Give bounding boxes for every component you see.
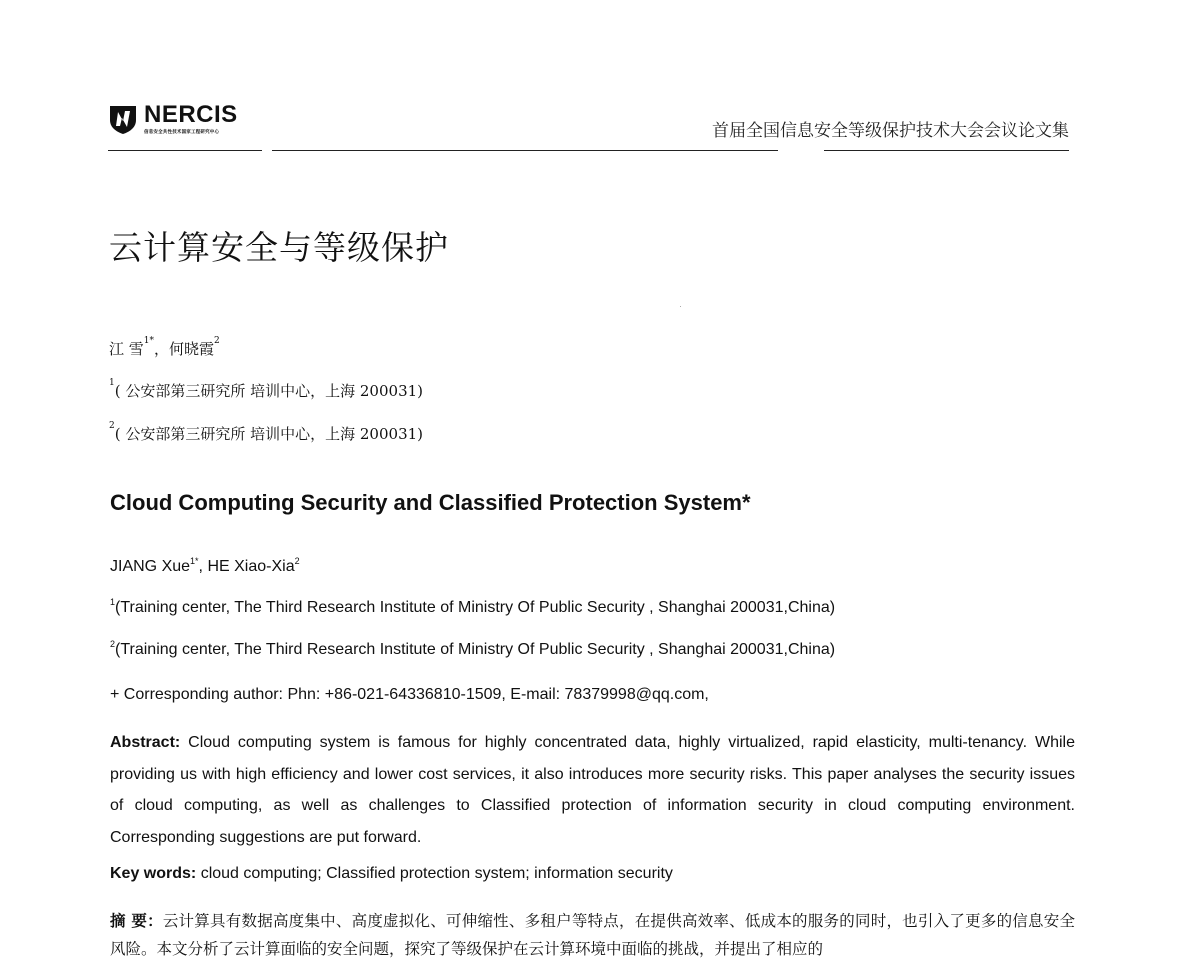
header-rule	[108, 150, 1069, 151]
english-title: Cloud Computing Security and Classified Protection System*	[110, 490, 751, 515]
english-affiliation-1	[110, 599, 835, 617]
affiliation-text: (Training center, The Third Research Institute of Ministry Of Public Security , Shanghai 200031,China)	[115, 641, 836, 658]
author-name: HE Xiao-Xia	[207, 558, 295, 575]
author-name: 何晓霞	[169, 340, 215, 358]
logo-name: NERCIS	[144, 101, 238, 128]
rule-gap	[778, 149, 824, 152]
author-name: 江 雪	[109, 340, 144, 358]
speck	[680, 306, 681, 307]
chinese-abstract-text: 云计算具有数据高度集中、高度虚拟化、可伸缩性、多租户等特点，在提供高效率、低成本的服务的同时，也引入了更多的信息安全风险。本文分析了云计算面临的安全问题，探究了等级保护在云计算环境中面临的挑战，并提出了相应的	[110, 912, 1075, 958]
author-sup: 1*	[190, 556, 199, 566]
nercis-logo	[108, 103, 238, 136]
abstract-label: Abstract:	[110, 734, 181, 751]
chinese-abstract	[110, 907, 1075, 963]
chinese-affiliation-2	[109, 423, 423, 444]
keywords	[110, 865, 673, 883]
author-name: JIANG Xue	[110, 558, 191, 575]
running-title: 首届全国信息安全等级保护技术大会会议论文集	[712, 121, 1069, 141]
keywords-label: Key words:	[110, 865, 197, 882]
affiliation-sup: 2	[110, 639, 116, 649]
author-sup: 2	[294, 556, 300, 566]
english-abstract	[110, 727, 1075, 853]
chinese-title: 云计算安全与等级保护	[109, 228, 449, 267]
corresponding-author: + Corresponding author: Phn: +86-021-64336810-1509, E-mail: 78379998@qq.com,	[110, 686, 709, 703]
author-sup: 2	[214, 336, 220, 346]
english-authors	[110, 558, 300, 576]
rule-gap	[262, 149, 272, 152]
affiliation-text: (Training center, The Third Research Institute of Ministry Of Public Security , Shanghai 200031,China)	[115, 599, 836, 616]
author-sup: 1*	[143, 336, 155, 346]
affiliation-text: ( 公安部第三研究所 培训中心，上海 200031)	[114, 425, 424, 443]
english-affiliation-2	[110, 641, 835, 659]
author-separator: ，	[154, 340, 170, 358]
nercis-shield-icon	[108, 103, 138, 135]
logo-subtitle: 信息安全共性技术国家工程研究中心	[144, 130, 220, 135]
affiliation-sup: 1	[110, 597, 116, 607]
affiliation-sup: 1	[109, 378, 115, 388]
abstract-text: Cloud computing system is famous for highly concentrated data, highly virtualized, rapid elasticity, multi-tenancy. While providing us with high efficiency and lower cost services, it also introduces more security risks. This paper analyses the security issues of cloud computing, as well as challenges to Classified protection of information security in cloud computing environment. Corresponding suggestions are put forward.	[110, 734, 1075, 846]
affiliation-text: ( 公安部第三研究所 培训中心，上海 200031)	[114, 382, 424, 400]
keywords-text: cloud computing; Classified protection system; information security	[196, 865, 673, 882]
author-separator: ,	[198, 558, 208, 575]
affiliation-sup: 2	[109, 421, 115, 431]
chinese-abstract-label: 摘 要：	[110, 911, 163, 930]
chinese-authors	[109, 338, 220, 359]
chinese-affiliation-1	[109, 380, 423, 401]
